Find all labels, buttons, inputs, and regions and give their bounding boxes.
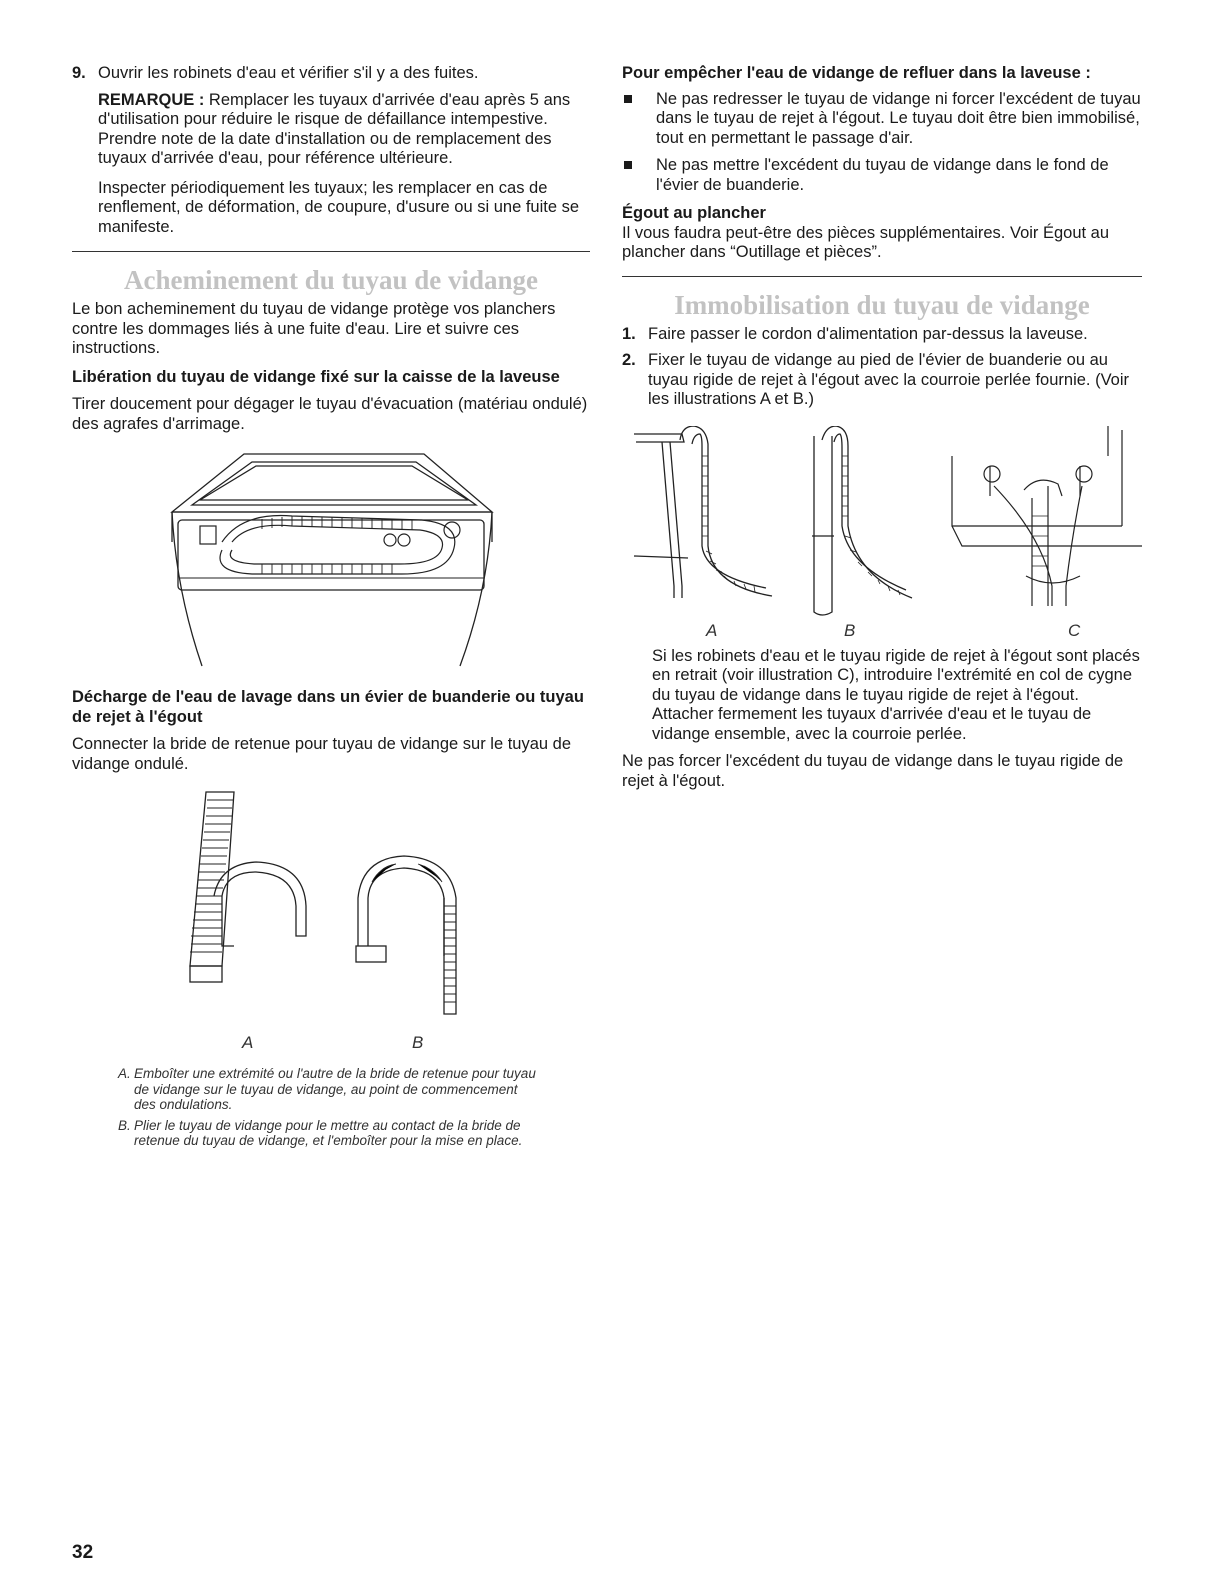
step-text: Faire passer le cordon d'alimentation par-dessus la laveuse. [648, 324, 1088, 343]
caption-letter: B. [118, 1117, 131, 1133]
step-text: Ouvrir les robinets d'eau et vérifier s'il y a des fuites. [98, 64, 479, 82]
section-divider [622, 276, 1142, 277]
remarque-label: REMARQUE : [98, 90, 205, 109]
bullet-item [622, 90, 1142, 149]
remarque-text: Remplacer les tuyaux d'arrivée d'eau après 5 ans d'utilisation pour réduire le risque de défaillance intempestive. Prendre note de la date d'installation ou de remplacement des tuyaux d'arrivée d'eau, pour référence ultérieure. [98, 90, 571, 167]
decharge-text: Connecter la bride de retenue pour tuyau de vidange sur le tuyau de vidange ondulé. [72, 735, 572, 773]
remarque-paragraph [72, 91, 590, 169]
left-column [72, 64, 590, 1149]
final-paragraph: Ne pas forcer l'excédent du tuyau de vidange dans le tuyau rigide de rejet à l'égout. [622, 752, 1124, 790]
washer-illustration [72, 450, 590, 680]
caption-letter: A. [118, 1066, 131, 1081]
washer-drawing [72, 450, 590, 680]
section-title-immobilisation: Immobilisation du tuyau de vidange [674, 289, 1090, 320]
caption-text: Plier le tuyau de vidange pour le mettre au contact de la bride de retenue du tuyau de vidange, et l'emboîter pour la mise en place. [134, 1117, 523, 1148]
figure-captions [72, 1066, 538, 1149]
step-number: 9. [72, 64, 86, 82]
hose-bend-illustration [72, 786, 590, 1056]
decharge-heading: Décharge de l'eau de lavage dans un évier de buanderie ou tuyau de rejet à l'égout [72, 688, 584, 726]
page-number: 32 [72, 1542, 94, 1563]
immobilisation-drawing [622, 426, 1142, 641]
bullet-square-icon [624, 161, 632, 169]
bullet-text: Ne pas mettre l'excédent du tuyau de vidange dans le fond de l'évier de buanderie. [656, 156, 1109, 194]
figure-label-a: A [706, 620, 718, 640]
bullet-text: Ne pas redresser le tuyau de vidange ni forcer l'excédent de tuyau dans le tuyau de rejet à l'égout. Le tuyau doit être bien immobilisé, tout en permettant le passage d'air. [656, 89, 1141, 147]
inspect-paragraph: Inspecter périodiquement les tuyaux; les remplacer en cas de renflement, de déformation, de coupure, d'usure ou si une fuite se manifeste. [98, 178, 580, 236]
caption-b [118, 1118, 538, 1149]
bullet-item [622, 156, 1142, 195]
step-number: 2. [622, 351, 636, 369]
egout-heading: Égout au plancher [622, 204, 766, 222]
step-1 [622, 325, 1142, 345]
section-title-acheminement: Acheminement du tuyau de vidange [123, 265, 539, 295]
caption-a [118, 1066, 538, 1113]
figure-label-b: B [844, 620, 856, 640]
right-column [622, 64, 1142, 791]
egout-text: Il vous faudra peut-être des pièces supplémentaires. Voir Égout au plancher dans “Outillage et pièces”. [622, 223, 1110, 261]
intro-paragraph: Le bon acheminement du tuyau de vidange protège vos planchers contre les dommages liés à une fuite d'eau. Lire et suivre ces instructions. [72, 300, 556, 357]
section-divider [72, 251, 590, 252]
liberation-text: Tirer doucement pour dégager le tuyau d'évacuation (matériau ondulé) des agrafes d'arrimage. [72, 395, 588, 433]
refluer-heading: Pour empêcher l'eau de vidange de refluer dans la laveuse : [622, 64, 1091, 82]
figure-label-a: A [242, 1033, 254, 1052]
caption-text: Emboîter une extrémité ou l'autre de la bride de retenue pour tuyau de vidange sur le tuyau de vidange, au point de commencement des ondulations. [134, 1066, 536, 1112]
hose-bend-drawing [72, 786, 590, 1056]
step-2 [622, 351, 1142, 410]
step-9 [72, 64, 590, 84]
liberation-heading: Libération du tuyau de vidange fixé sur la caisse de la laveuse [72, 367, 560, 386]
figure-label-c: C [1068, 620, 1081, 640]
immobilisation-illustrations [622, 426, 1142, 641]
step-text: Fixer le tuyau de vidange au pied de l'évier de buanderie ou au tuyau rigide de rejet à l'égout avec la courroie perlée fournie. (Voir les illustrations A et B.) [648, 351, 1130, 408]
retrait-paragraph: Si les robinets d'eau et le tuyau rigide de rejet à l'égout sont placés en retrait (voir illustration C), introduire l'extrémité en col de cygne du tuyau de vidange dans le tuyau rigide de rejet à l'égout. Attacher fermement les tuyaux d'arrivée d'eau et le tuyau de vidange ensemble, avec la courroie perlée. [652, 646, 1140, 743]
step-number: 1. [622, 324, 636, 343]
bullet-square-icon [624, 95, 632, 103]
figure-label-b: B [412, 1033, 424, 1052]
